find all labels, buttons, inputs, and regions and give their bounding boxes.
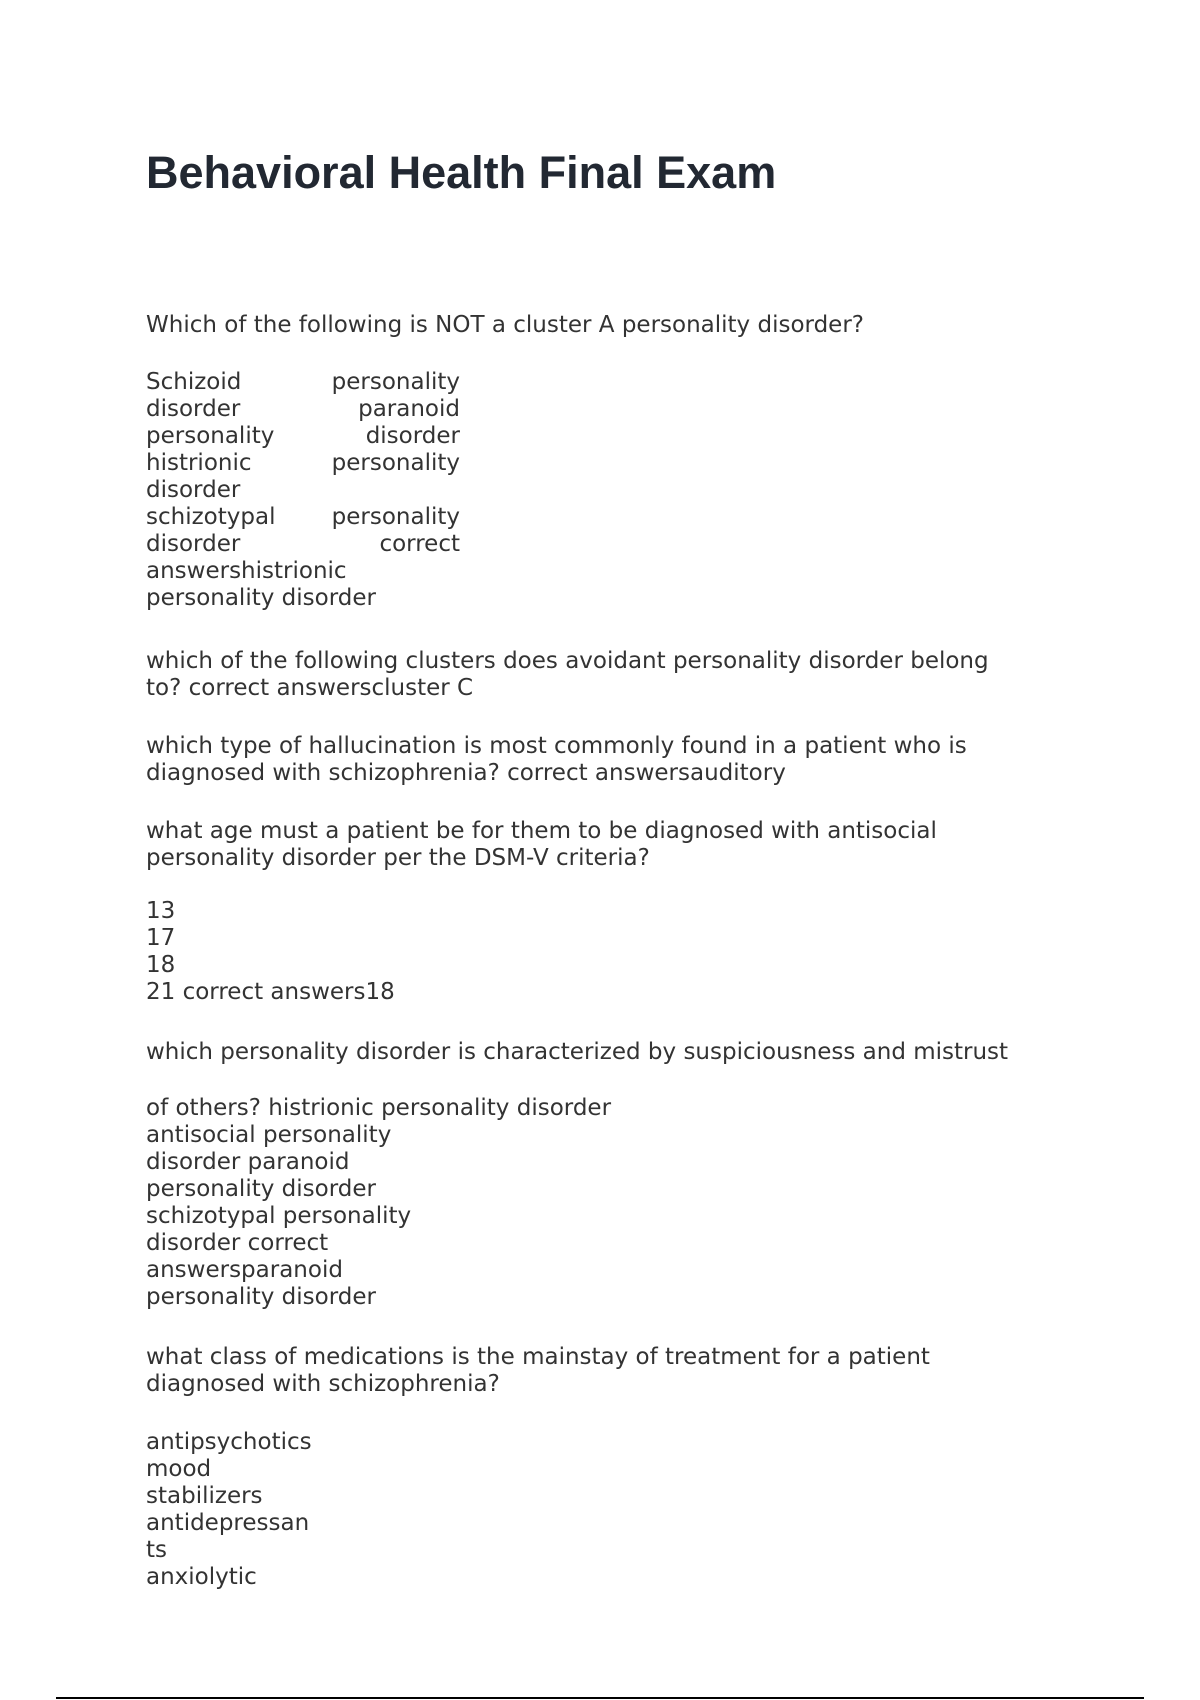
option-row: [146, 396, 460, 423]
option-item: anxiolytic: [146, 1564, 257, 1590]
option-item: personality disorder: [146, 1284, 376, 1310]
option-item: stabilizers: [146, 1483, 263, 1509]
question-1-options: [146, 369, 460, 612]
footer-divider: [56, 1697, 1144, 1699]
question-line: which personality disorder is characterized by suspiciousness and mistrust: [146, 1039, 1009, 1065]
option-text-right: personality: [331, 504, 460, 530]
question-2: [146, 648, 989, 702]
option-item: answersparanoid: [146, 1257, 343, 1283]
option-row: [146, 531, 460, 558]
option-row: [146, 369, 460, 396]
option-text-right: personality: [331, 450, 460, 476]
option-item: 18: [146, 952, 176, 978]
question-6-prompt: [146, 1344, 930, 1398]
question-3: [146, 733, 967, 787]
option-item: antidepressan: [146, 1510, 310, 1536]
question-4-prompt: [146, 818, 937, 872]
option-item: antisocial personality: [146, 1122, 392, 1148]
question-5-options: [146, 1095, 611, 1311]
option-item: disorder correct: [146, 1230, 329, 1256]
option-row: [146, 558, 460, 585]
question-line: what class of medications is the mainstay of treatment for a patient: [146, 1344, 930, 1370]
option-item: mood: [146, 1456, 212, 1482]
option-row: [146, 585, 460, 612]
option-text-right: personality: [331, 369, 460, 395]
option-row: [146, 423, 460, 450]
question-line: personality disorder per the DSM-V criteria?: [146, 845, 650, 871]
option-text-left: disorder: [146, 531, 241, 557]
option-text-right: correct: [379, 531, 460, 557]
option-item: ts: [146, 1537, 168, 1563]
question-5-prompt: [146, 1039, 1008, 1066]
question-line: which type of hallucination is most commonly found in a patient who is: [146, 733, 967, 759]
question-6-options: [146, 1429, 312, 1591]
question-1-prompt: [146, 312, 864, 339]
question-line: diagnosed with schizophrenia?: [146, 1371, 500, 1397]
option-text-left: histrionic: [146, 450, 252, 476]
option-item: 13: [146, 898, 176, 924]
option-item: personality disorder: [146, 1176, 376, 1202]
question-line: which of the following clusters does avoidant personality disorder belong: [146, 648, 989, 674]
option-item: of others? histrionic personality disorder: [146, 1095, 612, 1121]
option-text-left: disorder: [146, 477, 241, 503]
option-item: disorder paranoid: [146, 1149, 350, 1175]
option-text-left: answershistrionic: [146, 558, 347, 584]
option-row: [146, 450, 460, 477]
option-text-left: disorder: [146, 396, 241, 422]
question-4-options: [146, 898, 395, 1006]
question-line: what age must a patient be for them to be diagnosed with antisocial: [146, 818, 937, 844]
option-text-right: disorder: [365, 423, 460, 449]
option-item: schizotypal personality: [146, 1203, 412, 1229]
question-line: Which of the following is NOT a cluster A personality disorder?: [146, 312, 864, 338]
option-item: antipsychotics: [146, 1429, 312, 1455]
option-row: [146, 504, 460, 531]
option-text-left: personality: [146, 423, 275, 449]
document-title: Behavioral Health Final Exam: [146, 147, 777, 198]
answer-line: diagnosed with schizophrenia? correct answersauditory: [146, 760, 786, 786]
answer-line: to? correct answerscluster C: [146, 675, 474, 701]
option-text-left: Schizoid: [146, 369, 242, 395]
option-text-left: personality disorder: [146, 585, 376, 611]
option-item: 21 correct answers18: [146, 979, 395, 1005]
option-item: 17: [146, 925, 176, 951]
option-text-left: schizotypal: [146, 504, 276, 530]
option-row: [146, 477, 460, 504]
option-text-right: paranoid: [358, 396, 460, 422]
